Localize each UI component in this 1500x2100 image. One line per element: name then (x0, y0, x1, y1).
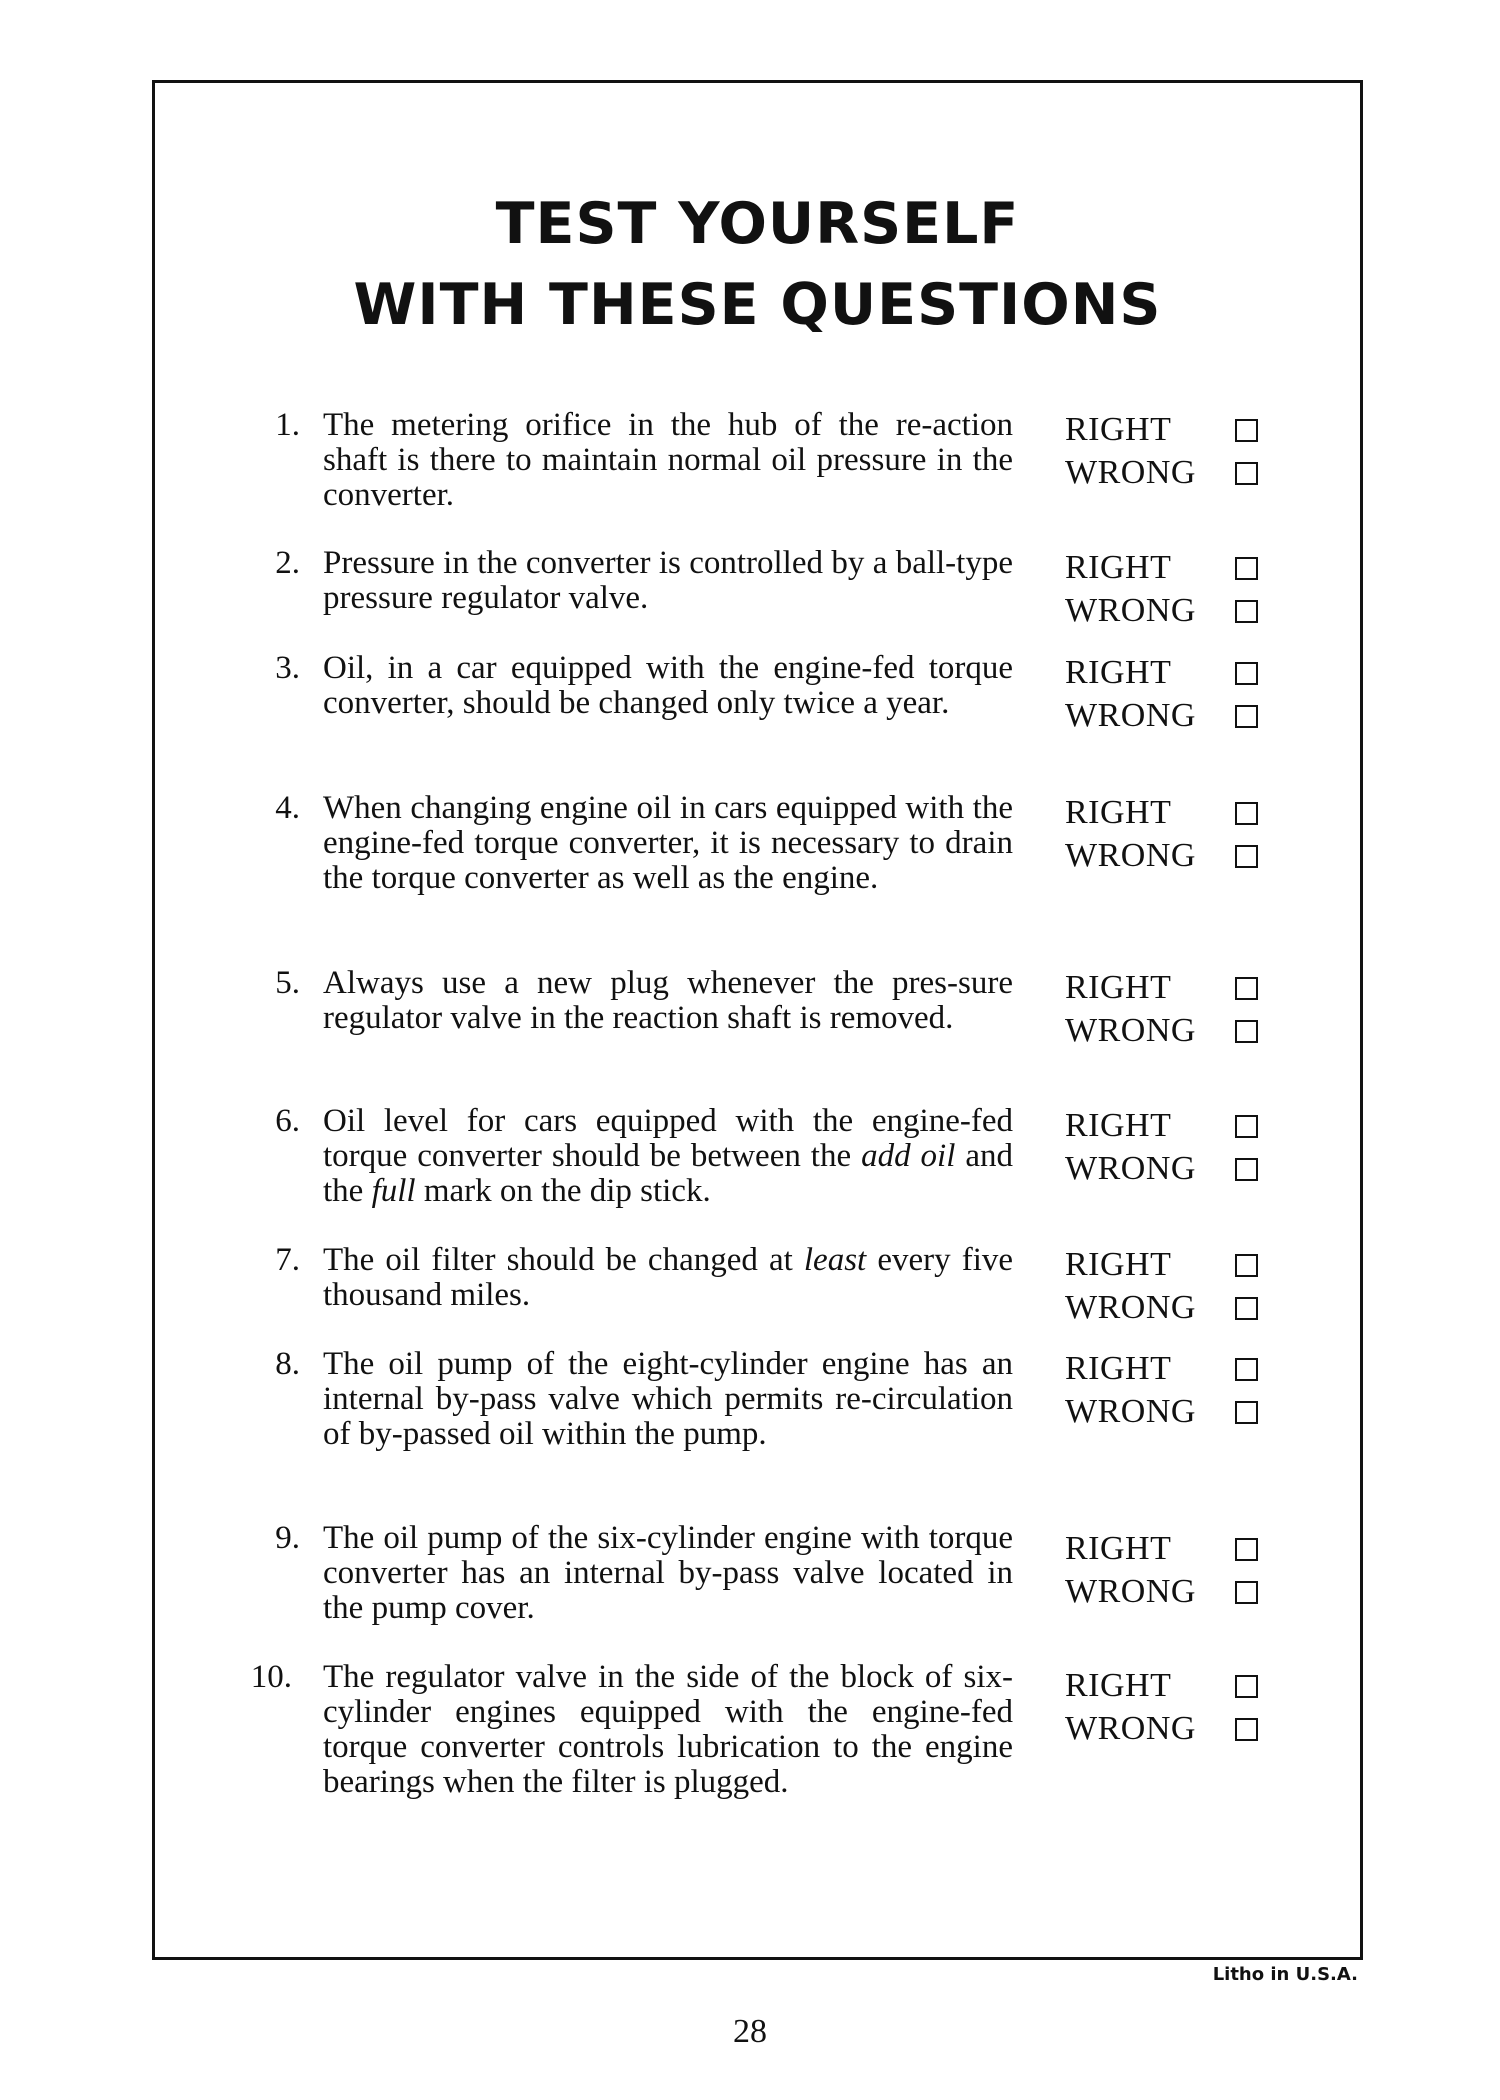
wrong-label: WRONG (1065, 1573, 1196, 1610)
right-label: RIGHT (1065, 654, 1172, 691)
right-label: RIGHT (1065, 1530, 1172, 1567)
right-label: RIGHT (1065, 1107, 1172, 1144)
right-checkbox[interactable] (1235, 557, 1258, 580)
right-checkbox[interactable] (1235, 977, 1258, 1000)
question-text: The regulator valve in the side of the block of six-cylinder engines equipped with the engine-fed torque converter controls lubrication to the engine bearings when the filter is plugged. (323, 1659, 1013, 1800)
right-label: RIGHT (1065, 1350, 1172, 1387)
question-text (323, 1243, 1013, 1313)
wrong-label: WRONG (1065, 1012, 1196, 1049)
right-option (1065, 1664, 1275, 1707)
wrong-label: WRONG (1065, 1710, 1196, 1747)
wrong-checkbox[interactable] (1235, 1158, 1258, 1181)
page-number: 28 (733, 2013, 767, 2050)
page-title (152, 184, 1363, 346)
wrong-checkbox[interactable] (1235, 600, 1258, 623)
question-number: 6. (275, 1103, 300, 1139)
right-checkbox[interactable] (1235, 1115, 1258, 1138)
emphasis-add-oil: add oil (861, 1138, 956, 1174)
wrong-option (1065, 1390, 1275, 1433)
question-text: When changing engine oil in cars equipped with the engine-fed torque converter, it is necessary to drain the torque converter as well as the engine. (323, 790, 1013, 896)
wrong-checkbox[interactable] (1235, 705, 1258, 728)
right-checkbox[interactable] (1235, 1254, 1258, 1277)
title-line-2: WITH THESE QUESTIONS (353, 272, 1162, 338)
wrong-label: WRONG (1065, 454, 1196, 491)
right-option (1065, 408, 1275, 451)
answer-options (1065, 1347, 1275, 1433)
question-number: 9. (275, 1520, 300, 1556)
right-label: RIGHT (1065, 1667, 1172, 1704)
text-segment: Oil level for cars equipped with the engine-fed torque converter should be between the (323, 1103, 1013, 1174)
answer-options (1065, 546, 1275, 632)
text-segment: The oil filter should be changed at (323, 1242, 804, 1278)
right-option (1065, 791, 1275, 834)
right-option (1065, 651, 1275, 694)
wrong-option (1065, 1570, 1275, 1613)
wrong-label: WRONG (1065, 1393, 1196, 1430)
question-number: 4. (275, 790, 300, 826)
wrong-option (1065, 834, 1275, 877)
wrong-checkbox[interactable] (1235, 845, 1258, 868)
wrong-checkbox[interactable] (1235, 462, 1258, 485)
right-checkbox[interactable] (1235, 419, 1258, 442)
text-segment: mark on the dip stick. (415, 1173, 711, 1209)
answer-options (1065, 1243, 1275, 1329)
question-text: The oil pump of the six-cylinder engine with torque converter has an internal by-pass valve located in the pump cover. (323, 1520, 1013, 1626)
question-text: Pressure in the converter is controlled by a ball-type pressure regulator valve. (323, 545, 1013, 616)
wrong-label: WRONG (1065, 592, 1196, 629)
answer-options (1065, 1527, 1275, 1613)
wrong-option (1065, 694, 1275, 737)
wrong-checkbox[interactable] (1235, 1718, 1258, 1741)
right-checkbox[interactable] (1235, 1538, 1258, 1561)
emphasis-least: least (803, 1242, 867, 1278)
wrong-option (1065, 1147, 1275, 1190)
text-segment: every five thousand miles. (323, 1242, 1014, 1313)
wrong-label: WRONG (1065, 837, 1196, 874)
emphasis-full: full (371, 1173, 416, 1209)
question-number: 5. (275, 965, 300, 1001)
question-number: 7. (275, 1242, 300, 1278)
right-option (1065, 1347, 1275, 1390)
wrong-option (1065, 589, 1275, 632)
printer-credit: Litho in U.S.A. (1212, 1964, 1358, 1985)
question-number: 2. (275, 545, 300, 581)
wrong-option (1065, 1286, 1275, 1329)
question-text: The oil pump of the eight-cylinder engine has an internal by-pass valve which permits re-circulation of by-passed oil within the pump. (323, 1346, 1013, 1452)
question-text: Always use a new plug whenever the pres-sure regulator valve in the reaction shaft is removed. (323, 965, 1013, 1036)
wrong-option (1065, 451, 1275, 494)
right-checkbox[interactable] (1235, 1358, 1258, 1381)
right-option (1065, 966, 1275, 1009)
wrong-checkbox[interactable] (1235, 1581, 1258, 1604)
title-line-1: TEST YOURSELF (495, 191, 1020, 257)
question-number: 1. (275, 407, 300, 443)
wrong-option (1065, 1009, 1275, 1052)
right-option (1065, 1527, 1275, 1570)
answer-options (1065, 791, 1275, 877)
wrong-label: WRONG (1065, 697, 1196, 734)
right-label: RIGHT (1065, 969, 1172, 1006)
wrong-checkbox[interactable] (1235, 1020, 1258, 1043)
right-label: RIGHT (1065, 794, 1172, 831)
wrong-option (1065, 1707, 1275, 1750)
question-text: Oil, in a car equipped with the engine-fed torque converter, should be changed only twice a year. (323, 650, 1013, 721)
right-checkbox[interactable] (1235, 1675, 1258, 1698)
question-text: The metering orifice in the hub of the re-action shaft is there to maintain normal oil pressure in the converter. (323, 407, 1013, 513)
answer-options (1065, 1664, 1275, 1750)
right-option (1065, 1104, 1275, 1147)
question-number: 3. (275, 650, 300, 686)
right-label: RIGHT (1065, 549, 1172, 586)
wrong-checkbox[interactable] (1235, 1401, 1258, 1424)
right-label: RIGHT (1065, 1246, 1172, 1283)
right-option (1065, 1243, 1275, 1286)
answer-options (1065, 408, 1275, 494)
right-checkbox[interactable] (1235, 662, 1258, 685)
question-number: 10. (250, 1659, 292, 1695)
wrong-label: WRONG (1065, 1289, 1196, 1326)
right-checkbox[interactable] (1235, 802, 1258, 825)
answer-options (1065, 651, 1275, 737)
answer-options (1065, 1104, 1275, 1190)
wrong-checkbox[interactable] (1235, 1297, 1258, 1320)
text-segment: and the (323, 1138, 1013, 1209)
right-option (1065, 546, 1275, 589)
answer-options (1065, 966, 1275, 1052)
question-number: 8. (275, 1346, 300, 1382)
wrong-label: WRONG (1065, 1150, 1196, 1187)
question-text (323, 1104, 1013, 1209)
right-label: RIGHT (1065, 411, 1172, 448)
